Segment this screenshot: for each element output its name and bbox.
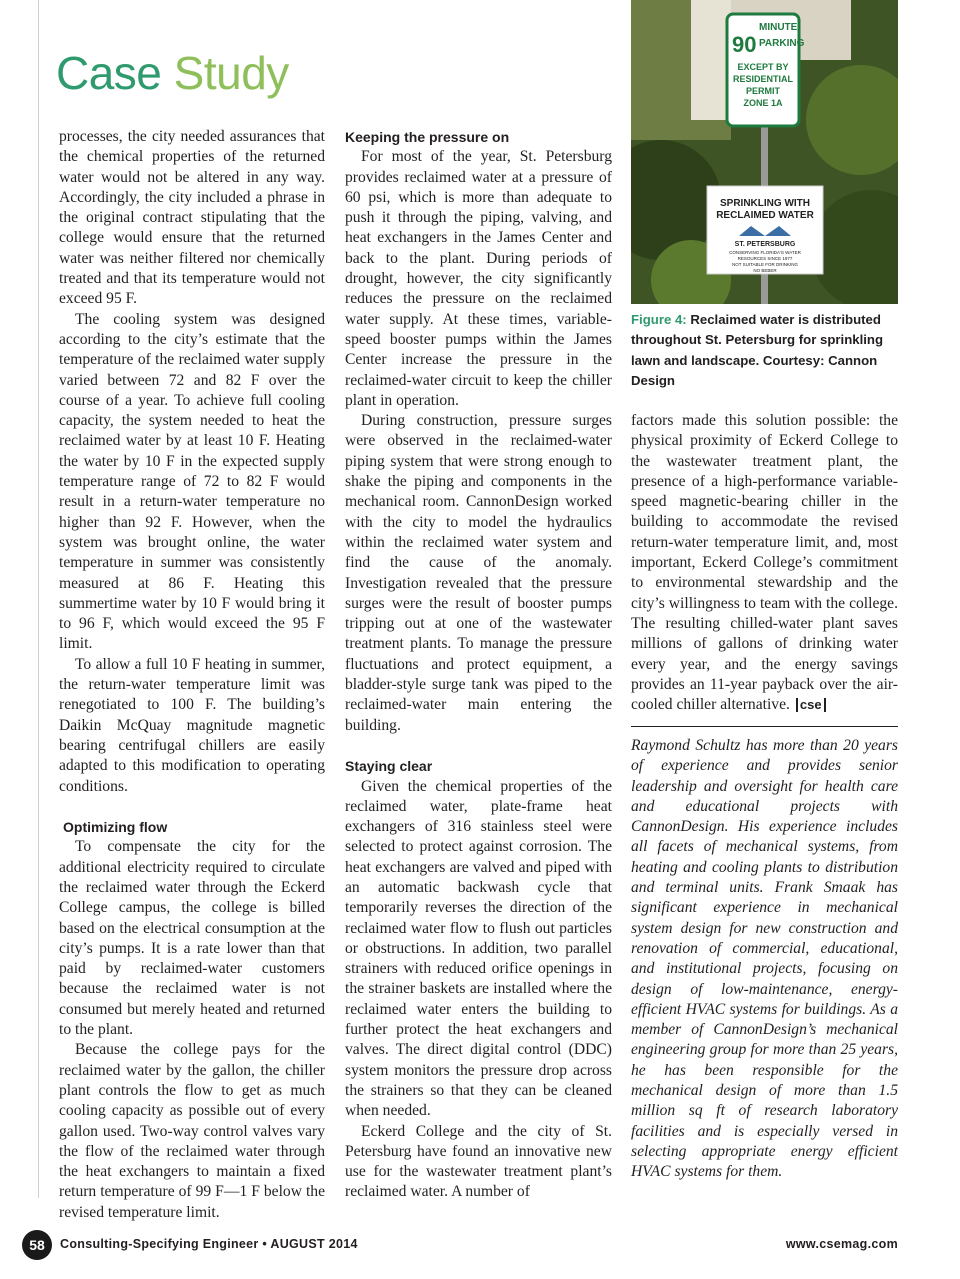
sign-text: CONSERVING FLORIDA'S WATER	[729, 250, 801, 255]
section-title-word-2: Study	[173, 47, 289, 99]
sign-text: NOT SUITABLE FOR DRINKING	[731, 262, 799, 267]
footer-publication	[60, 1237, 358, 1251]
paragraph: Eckerd College and the city of St. Petersburg have found an innovative new use for the wastewater treatment plant’s reclaimed water. A number of	[345, 1122, 612, 1201]
section-title	[56, 47, 289, 99]
subheading-keeping-pressure: Keeping the pressure on	[345, 129, 510, 145]
page-number: 58	[22, 1230, 52, 1260]
sign-text: ZONE 1A	[743, 98, 783, 108]
footer-bullet: •	[262, 1237, 268, 1251]
margin-rule	[38, 0, 39, 1198]
figure-4-caption	[631, 310, 897, 391]
paragraph: The cooling system was designed according to the city’s estimate that the temperature of the reclaimed water supply varied between 72 and 82 F over the course of a year. To achieve full cooling capacity, the system needed to heat the reclaimed water by at least 10 F. Heating the water by 10 F in the expected supply temperature range of 72 to 82 F would result in a return-water temperature no higher than 92 F. However, when the system was brought online, the water temperature in summer was consistently measured at 86 F. Heating this summertime water by 10 F would bring it to 96 F, which would exceed the 95 F limit.	[59, 310, 325, 653]
paragraph	[631, 411, 898, 715]
sign-text: ST. PETERSBURG	[734, 241, 796, 248]
sign-text: MINUTE	[759, 22, 798, 33]
paragraph: Given the chemical properties of the reclaimed water, plate-frame heat exchangers of 316 stainless steel were selected to protect against corrosion. The heat exchangers are valved and piped with an automatic backwash cycle that temporarily reverses the direction of the reclaimed water flow to flush out particles or obstructions. In addition, two parallel strainers with reduced orifice openings in the strainer baskets are installed where the reclaimed water enters the building to further protect the heat exchangers and valves. The direct digital control (DDC) system monitors the pressure drop across the strainers so that they can be cleaned when needed.	[345, 777, 612, 1120]
article-column-2	[345, 127, 612, 1203]
figure-caption-text: Reclaimed water is distributed throughout St. Petersburg for sprinkling lawn and landscape. Courtesy: Cannon Design	[631, 312, 884, 388]
sign-text: PARKING	[759, 38, 805, 49]
subheading-staying-clear: Staying clear	[345, 758, 433, 775]
paragraph: To compensate the city for the additional electricity required to circulate the reclaimed water through the Eckerd College campus, the college is billed based on the electrical consumption at the city’s pumps. It is a rate lower than that paid by reclaimed-water customers because the reclaimed water is not consumed but merely heated and returned to the plant.	[59, 838, 325, 1039]
spacer	[345, 736, 612, 756]
paragraph-text: factors made this solution possible: the physical proximity of Eckerd College to the wastewater treatment plant, the presence of a high-performance variable-speed magnetic-bearing chiller in the building to accommodate the revised return-water temperature limit, and, most important, Eckerd College’s commitment to environmental stewardship and the city’s willingness to team with the college. The resulting chilled-water plant saves millions of gallons of drinking water every year, and the energy savings provides an 11-year payback over the air-cooled chiller alternative.	[631, 412, 898, 714]
paragraph: To allow a full 10 F heating in summer, the return-water temperature limit was renegotiated to 100 F. The building’s Daikin McQuay magnitude magnetic bearing centrifugal chillers are easily adapted to this modification to operating conditions.	[59, 655, 325, 795]
subheading-optimizing-flow: Optimizing flow	[63, 819, 168, 836]
sign-number: 90	[732, 32, 757, 57]
sign-text: PERMIT	[745, 86, 781, 96]
publication-name: Consulting-Specifying Engineer	[60, 1237, 259, 1251]
issue-date: AUGUST 2014	[270, 1237, 358, 1251]
figure-label: Figure 4:	[631, 312, 687, 327]
bio-divider	[631, 726, 898, 727]
cse-end-mark: cse	[796, 698, 826, 712]
sign-photo-illustration	[631, 0, 898, 304]
sign-text: SPRINKLING WITH	[720, 198, 810, 209]
sign-text: EXCEPT BY	[737, 62, 789, 72]
section-title-word-1: Case	[56, 47, 162, 99]
author-bio: Raymond Schultz has more than 20 years of experience and provides senior leadership and oversight for health care and educational projects with CannonDesign. His experience includes all facets of mechanical systems, from heating and cooling plants to distribution and terminal units. Frank Smaak has significant experience in mechanical system design for new construction and renovation of commercial, educational, and institutional projects, focusing on design of low-maintenance, energy-efficient HVAC systems for buildings. As a member of CannonDesign’s mechanical engineering group for more than 25 years, he has been responsible for the mechanical design of more than 1.5 million sq ft of research laboratory facilities and is especially versed in selecting appropriate energy efficient HVAC systems for them.	[631, 737, 898, 1181]
sign-text: RESOURCES SINCE 1977	[737, 256, 793, 261]
sign-text: NO BEBER	[753, 268, 777, 273]
paragraph: processes, the city needed assurances that the chemical properties of the returned water would not be altered in any way. Accordingly, the city included a phrase in the original contract stipulating that the college would ensure that the returned water was neither filtered nor chemically treated and that its temperature would not exceed 95 F.	[59, 128, 325, 308]
article-column-1	[59, 127, 325, 1223]
sign-text: RESIDENTIAL	[732, 74, 794, 84]
sign-text: RECLAIMED WATER	[716, 210, 814, 221]
paragraph: During construction, pressure surges were observed in the reclaimed-water piping system that were strong enough to shake the piping and components in the mechanical room. CannonDesign worked with the city to model the hydraulics within the reclaimed water system and find the cause of the anomaly. Investigation revealed that the pressure surges were the result of booster pumps tripping out at one of the wastewater treatment plants. To manage the pressure fluctuations and protect equipment, a bladder-style surge tank was piped to the reclaimed-water main entering the building.	[345, 412, 612, 734]
footer-website: www.csemag.com	[785, 1237, 898, 1251]
spacer	[59, 797, 325, 817]
paragraph: For most of the year, St. Petersburg provides reclaimed water at a pressure of 60 psi, which is more than adequate to push it through the piping, valving, and heat exchangers in the James Center and back to the plant. During periods of drought, however, the city significantly reduces the pressure on the reclaimed water supply. At these times, variable-speed booster pumps within the James Center increase the pressure in the reclaimed-water circuit to keep the chiller plant in operation.	[345, 148, 612, 409]
article-column-3	[631, 411, 898, 715]
figure-4-photo	[631, 0, 898, 304]
paragraph: Because the college pays for the reclaimed water by the gallon, the chiller plant controls the flow to get as much cooling capacity as possible out of every gallon used. Two-way control valves vary the flow of the reclaimed water through the heat exchangers to maintain a fixed return temperature of 99 F—1 F below the revised temperature limit.	[59, 1041, 325, 1221]
